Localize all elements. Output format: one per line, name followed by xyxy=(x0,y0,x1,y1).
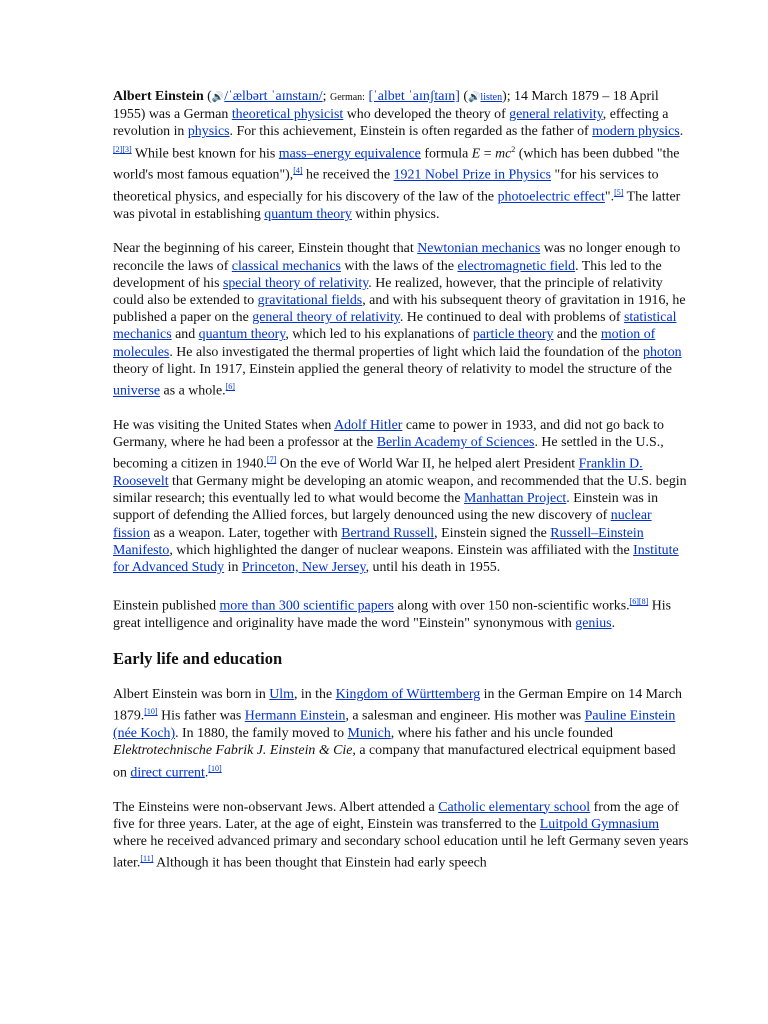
text: ". xyxy=(604,189,615,205)
text: On the eve of World War II, he helped alert President xyxy=(276,456,579,472)
section-heading: Early life and education xyxy=(113,649,283,669)
text: in xyxy=(224,560,242,575)
text: Albert Einstein was born in xyxy=(113,687,270,703)
text: who developed the theory of xyxy=(343,107,510,123)
link-theoretical-physicist[interactable]: theoretical physicist xyxy=(231,107,344,123)
text: The latter was pivotal in establishing xyxy=(113,189,681,223)
ref-link[interactable]: [6] xyxy=(225,381,235,391)
link-photoelectric-effect[interactable]: photoelectric effect xyxy=(497,189,605,205)
text: . He continued to deal with problems of xyxy=(399,310,624,326)
formula-exp: 2 xyxy=(511,144,516,154)
text: His father was xyxy=(157,709,245,725)
text: , and with his subsequent theory of gravitation in 1916, he published a paper on the xyxy=(113,292,686,326)
link-mass-energy[interactable]: mass–energy equivalence xyxy=(278,146,421,162)
text: as a whole. xyxy=(160,383,226,399)
formula-e: E xyxy=(471,146,481,162)
ipa-link[interactable]: /ˈælbərt ˈaɪnstaɪn/ xyxy=(224,89,323,104)
company-name: Elektrotechnische Fabrik J. Einstein & Cie xyxy=(113,743,353,759)
text: His great intelligence and originality have made the word "Einstein" synonymous with xyxy=(113,598,672,632)
text: where he received advanced primary and secondary school education until he left Germany seven years later. xyxy=(113,833,689,871)
intro-paragraph xyxy=(113,88,691,223)
text: , until his death in 1955. xyxy=(365,560,501,575)
text: , a salesman and engineer. His mother was xyxy=(345,709,585,725)
text: and the xyxy=(553,327,601,343)
link-scientific-papers[interactable]: more than 300 scientific papers xyxy=(219,598,394,614)
text: . xyxy=(611,616,616,632)
link-classical-mechanics[interactable]: classical mechanics xyxy=(231,258,341,274)
text: , which led to his explanations of xyxy=(285,327,473,343)
link-kingdom-wurttemberg[interactable]: Kingdom of Württemberg xyxy=(335,687,481,703)
link-pauline-einstein[interactable]: Pauline Einstein (née Koch) xyxy=(113,709,676,742)
text: . For this achievement, Einstein is often regarded as the father of xyxy=(229,124,593,140)
text: formula xyxy=(420,146,472,162)
link-bertrand-russell[interactable]: Bertrand Russell xyxy=(341,525,435,541)
text: . This led to the development of his xyxy=(113,258,662,291)
link-motion-of-molecules[interactable]: motion of molecules xyxy=(113,327,656,360)
article-body xyxy=(113,88,691,889)
link-electromagnetic-field[interactable]: electromagnetic field xyxy=(457,258,576,274)
link-russell-einstein-manifesto[interactable]: Russell–Einstein Manifesto xyxy=(113,525,644,558)
text: came to power in 1933, and did not go back to Germany, where he had been a professor at the xyxy=(113,417,664,450)
text: was no longer enough to reconcile the laws of xyxy=(113,241,681,274)
link-general-theory-relativity[interactable]: general theory of relativity xyxy=(252,310,400,326)
link-munich[interactable]: Munich xyxy=(347,726,391,742)
subject-name: Albert Einstein xyxy=(113,89,204,104)
text: He was visiting the United States when xyxy=(113,417,335,433)
link-quantum-theory[interactable]: quantum theory xyxy=(198,327,286,343)
text: with the laws of the xyxy=(340,258,458,274)
link-hermann-einstein[interactable]: Hermann Einstein xyxy=(244,709,346,725)
link-roosevelt[interactable]: Franklin D. Roosevelt xyxy=(113,456,643,489)
text: and xyxy=(171,327,199,343)
text: , in the xyxy=(293,687,336,703)
link-physics[interactable]: physics xyxy=(187,124,230,140)
text: "for his services to theoretical physics, and especially for his discovery of the law of the xyxy=(113,168,659,205)
text: , a company that manufactured electrical equipment based on xyxy=(113,743,676,781)
text: , which highlighted the danger of nuclear weapons. Einstein was affiliated with the xyxy=(169,542,634,558)
text: along with over 150 non-scientific works. xyxy=(393,598,630,614)
text: as a weapon. Later, together with xyxy=(150,525,342,541)
text: While best known for his xyxy=(131,146,279,162)
link-direct-current[interactable]: direct current xyxy=(130,765,205,781)
publications-paragraph xyxy=(113,593,691,632)
text: . xyxy=(679,124,684,140)
schooling-paragraph xyxy=(113,799,691,872)
link-quantum-theory[interactable]: quantum theory xyxy=(264,207,352,223)
link-genius[interactable]: genius xyxy=(575,616,612,632)
listen-link[interactable]: listen xyxy=(480,92,503,103)
text: ; xyxy=(322,89,330,104)
text: (which has been dubbed "the world's most famous equation"), xyxy=(113,146,680,184)
ipa-german-link[interactable]: [ˈalbɐt ˈaɪnʃtaɪn] xyxy=(368,89,460,104)
link-luitpold-gymnasium[interactable]: Luitpold Gymnasium xyxy=(539,816,660,832)
text: within physics. xyxy=(351,207,440,223)
link-institute-advanced-study[interactable]: Institute for Advanced Study xyxy=(113,542,679,575)
ref-link[interactable]: [10] xyxy=(208,763,222,773)
link-princeton[interactable]: Princeton, New Jersey xyxy=(241,560,366,575)
text: . He settled in the U.S., becoming a citizen in 1940. xyxy=(113,434,664,472)
text: , Einstein signed the xyxy=(434,525,551,541)
text: Einstein published xyxy=(113,598,220,614)
link-gravitational-fields[interactable]: gravitational fields xyxy=(257,292,363,308)
link-nobel-prize[interactable]: 1921 Nobel Prize in Physics xyxy=(393,168,552,184)
text: ); 14 March 1879 – 18 April 1955) was a German xyxy=(113,89,659,123)
link-statistical-mechanics[interactable]: statistical mechanics xyxy=(113,310,677,343)
us-paragraph xyxy=(113,417,691,576)
text: in the German Empire on 14 March 1879. xyxy=(113,687,682,725)
link-modern-physics[interactable]: modern physics xyxy=(592,124,680,140)
ref-link[interactable]: [11] xyxy=(140,854,154,864)
link-particle-theory[interactable]: particle theory xyxy=(472,327,554,343)
text: ( xyxy=(203,89,212,104)
text: ( xyxy=(459,89,468,104)
ref-link[interactable]: [10] xyxy=(144,707,158,717)
link-berlin-academy[interactable]: Berlin Academy of Sciences xyxy=(376,434,535,450)
ref-link[interactable]: [2][3] xyxy=(113,144,132,154)
text: , effecting a revolution in xyxy=(113,107,669,140)
ref-link[interactable]: [7] xyxy=(266,455,277,465)
ref-link[interactable]: [6][8] xyxy=(629,597,649,607)
text: . In 1880, the family moved to xyxy=(175,726,348,742)
link-universe[interactable]: universe xyxy=(113,383,161,399)
speaker-icon[interactable]: 🔊 xyxy=(211,92,225,103)
text: . He realized, however, that the principle of relativity could also be extended to xyxy=(113,275,663,308)
link-manhattan-project[interactable]: Manhattan Project xyxy=(464,491,567,507)
text: The Einsteins were non-observant Jews. Albert attended a xyxy=(113,799,439,815)
text: . He also investigated the thermal properties of light which laid the foundation of the xyxy=(169,344,644,360)
link-catholic-school[interactable]: Catholic elementary school xyxy=(438,799,591,815)
formula-mc: mc xyxy=(495,146,512,162)
text: = xyxy=(480,146,496,162)
link-ulm[interactable]: Ulm xyxy=(269,687,294,703)
ref-link[interactable]: [4] xyxy=(293,166,303,176)
birth-paragraph xyxy=(113,686,691,781)
text: Near the beginning of his career, Einstein thought that xyxy=(113,241,418,257)
link-general-relativity[interactable]: general relativity xyxy=(509,107,603,123)
text: Although it has been thought that Einstein had early speech xyxy=(153,855,487,871)
speaker-icon[interactable]: 🔊 xyxy=(467,92,481,103)
text: , where his father and his uncle founded xyxy=(390,726,613,742)
text: theory of light. In 1917, Einstein applied the general theory of relativity to model the structure of the xyxy=(113,361,672,377)
text: . xyxy=(204,765,209,781)
link-special-relativity[interactable]: special theory of relativity xyxy=(222,275,369,291)
text: he received the xyxy=(302,168,394,184)
link-adolf-hitler[interactable]: Adolf Hitler xyxy=(334,417,403,433)
link-newtonian-mechanics[interactable]: Newtonian mechanics xyxy=(417,241,541,257)
link-nuclear-fission[interactable]: nuclear fission xyxy=(113,508,652,541)
link-photon[interactable]: photon xyxy=(643,344,682,360)
text: from the age of five for three years. Later, at the age of eight, Einstein was transferred to the xyxy=(113,799,679,832)
german-label: German: xyxy=(329,92,365,103)
ref-link[interactable]: [5] xyxy=(614,188,624,198)
career-paragraph xyxy=(113,240,691,399)
text: . Einstein was in support of defending the Allied forces, but largely denounced using the new discovery of xyxy=(113,491,659,524)
text: that Germany might be developing an atomic weapon, and recommended that the U.S. begin similar research; this eventually led to what would become the xyxy=(113,473,687,507)
